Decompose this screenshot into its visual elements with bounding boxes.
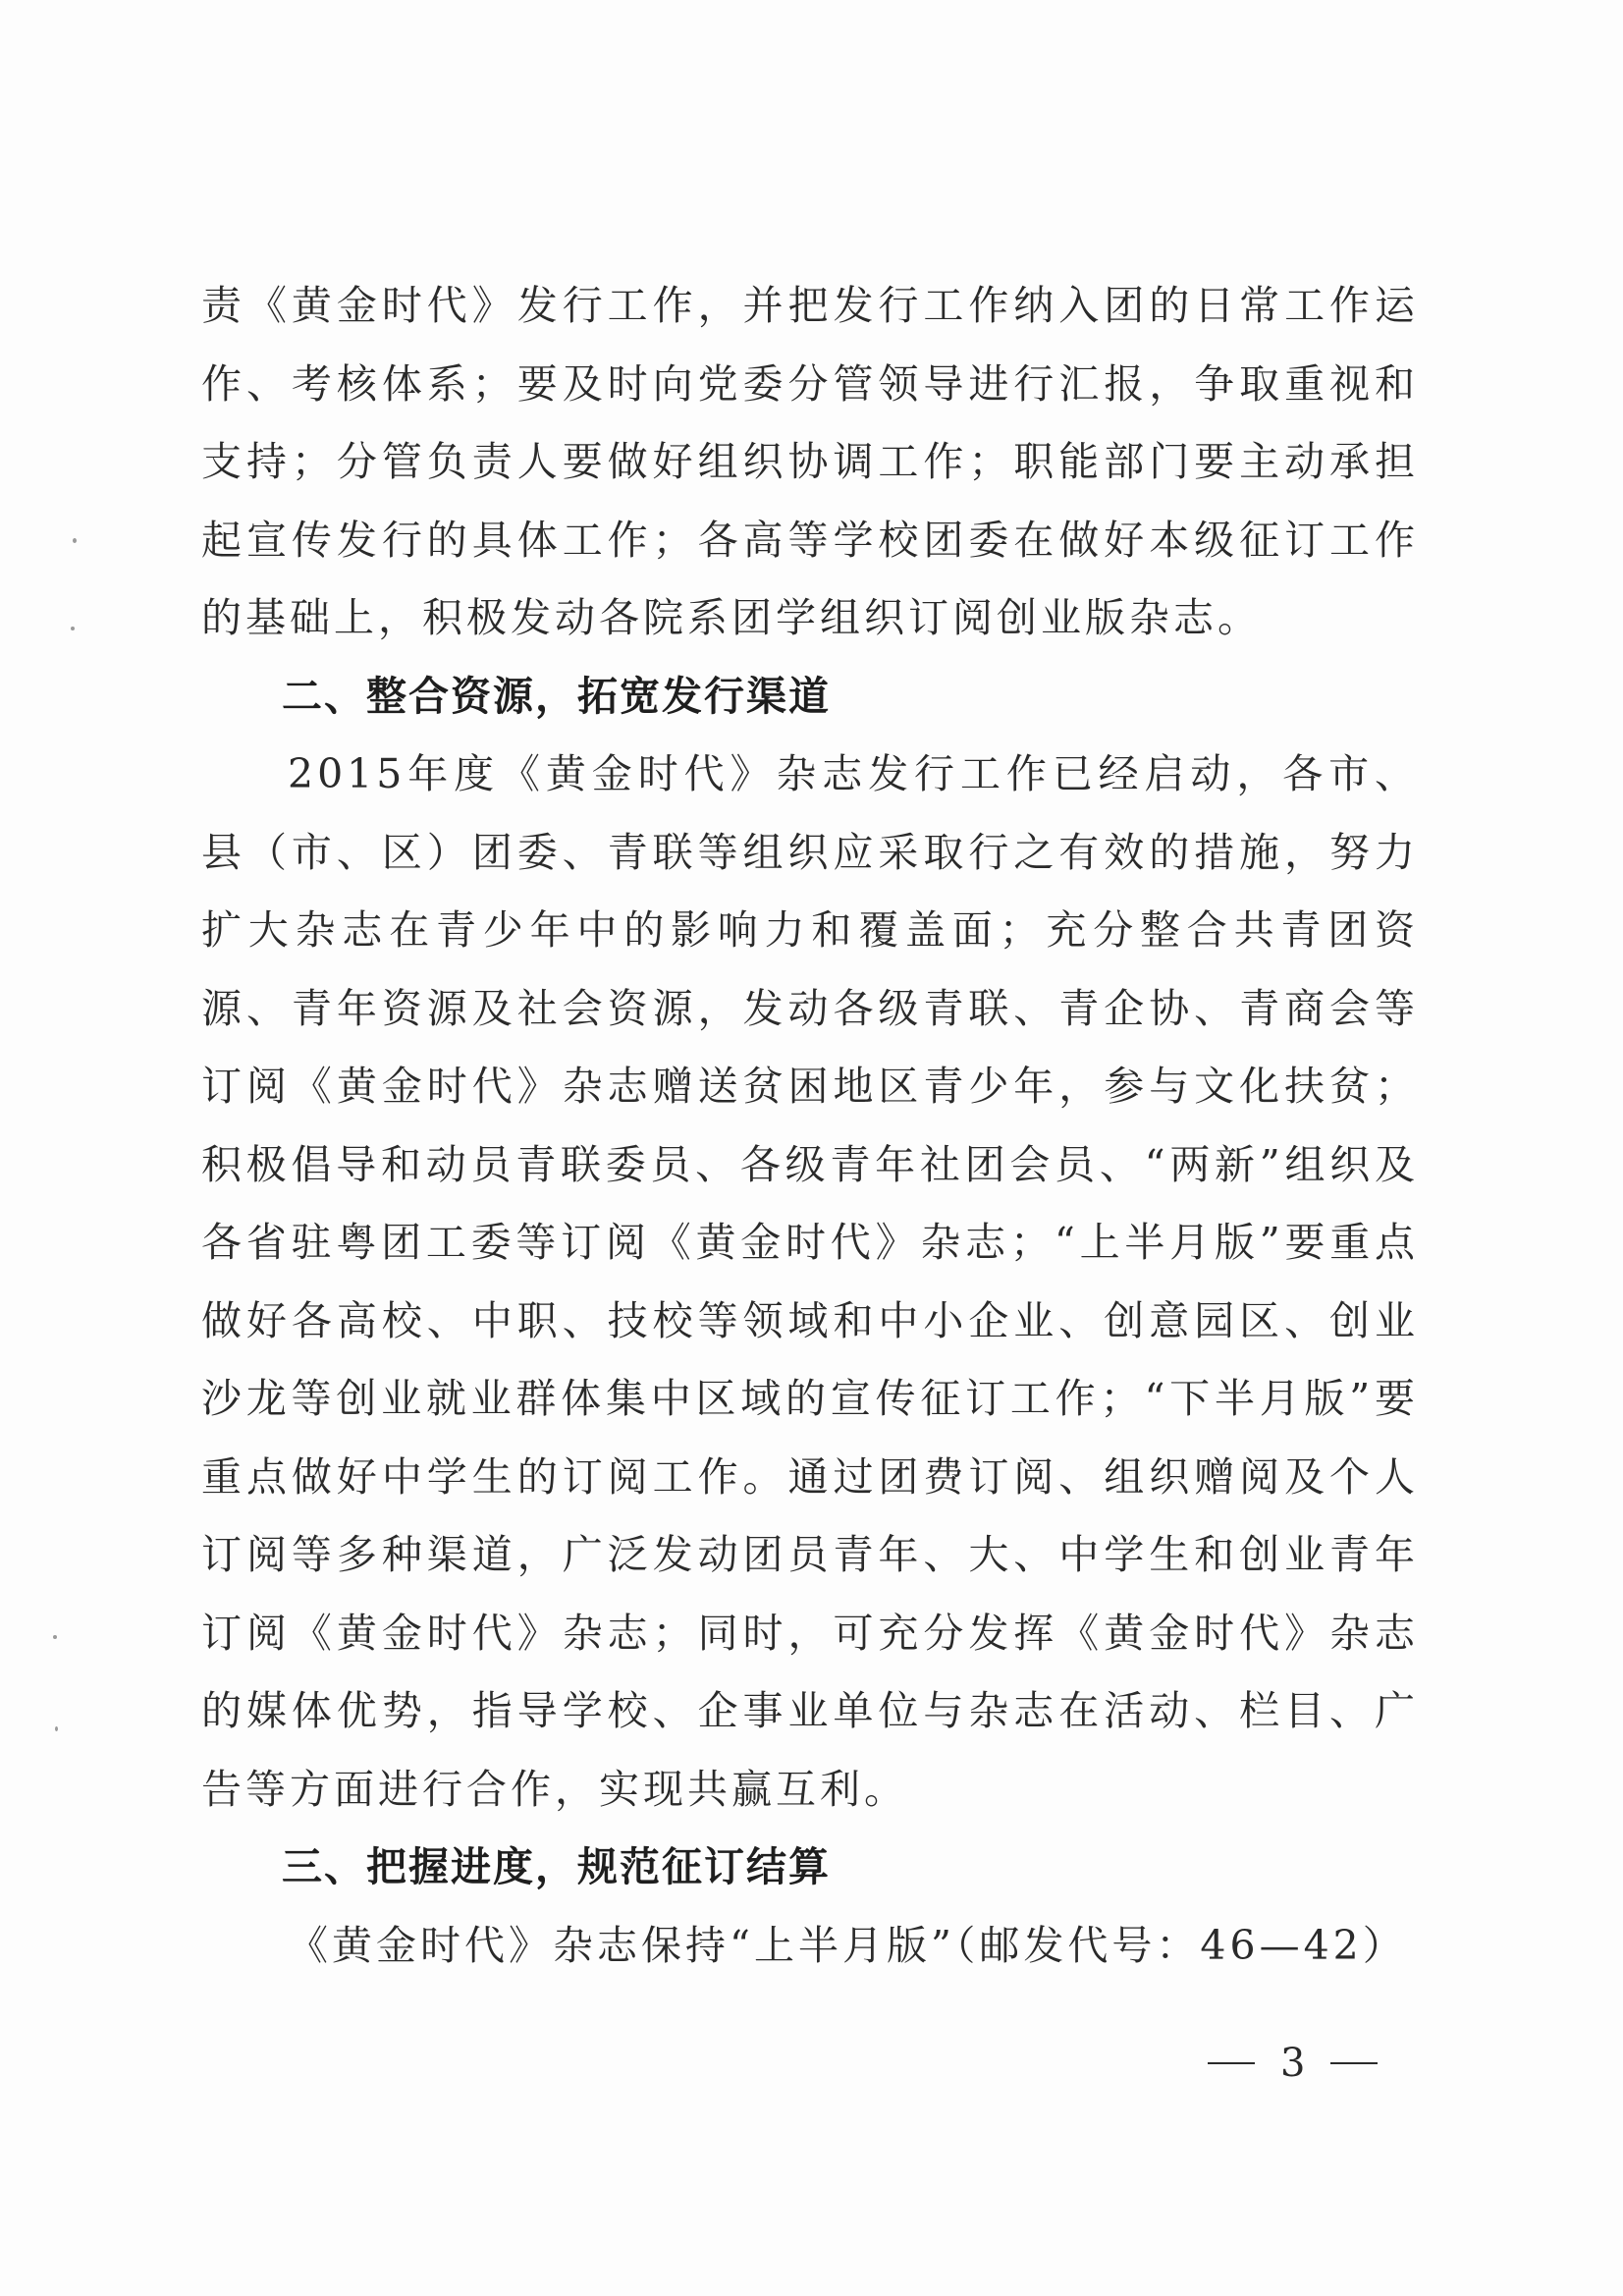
scan-speck [53,1635,57,1639]
page-number-dash-left [1208,2062,1255,2064]
paragraph-continuation: 责《黄金时代》发行工作，并把发行工作纳入团的日常工作运作、考核体系；要及时向党委分管领导进行汇报，争取重视和支持；分管负责人要做好组织协调工作；职能部门要主动承担起宣传发行的具体工作；各高等学校团委在做好本级征订工作的基础上，积极发动各院系团学组织订阅创业版杂志。 [201,282,1419,641]
page-number-value: 3 [1280,2041,1306,2086]
scan-speck [73,538,77,543]
page-number [1208,2031,1434,2093]
paragraph-distribution-channels: 2015年度《黄金时代》杂志发行工作已经启动，各市、县（市、区）团委、青联等组织应采取行之有效的措施，努力扩大杂志在青少年中的影响力和覆盖面；充分整合共青团资源、青年资源及社会资源，发动各级青联、青企协、青商会等订阅《黄金时代》杂志赠送贫困地区青少年，参与文化扶贫；积极倡导和动员青联委员、各级青年社团会员、“两新”组织及各省驻粤团工委等订阅《黄金时代》杂志；“上半月版”要重点做好各高校、中职、技校等领域和中小企业、创意园区、创业沙龙等创业就业群体集中区域的宣传征订工作；“下半月版”要重点做好中学生的订阅工作。通过团费订阅、组织赠阅及个人订阅等多种渠道，广泛发动团员青年、大、中学生和创业青年订阅《黄金时代》杂志；同时，可充分发挥《黄金时代》杂志的媒体优势，指导学校、企事业单位与杂志在活动、栏目、广告等方面进行合作，实现共赢互利。 [201,750,1419,1813]
scan-speck [71,627,75,630]
section-heading-2: 二、整合资源，拓宽发行渠道 [282,672,831,720]
page-number-dash-right [1330,2062,1378,2064]
document-body [201,267,1419,1985]
paragraph-subscription-settlement: 《黄金时代》杂志保持“上半月版”（邮发代号：46—42） [288,1921,1407,1969]
section-heading-3: 三、把握进度，规范征订结算 [282,1843,831,1890]
scan-speck [55,1726,58,1731]
